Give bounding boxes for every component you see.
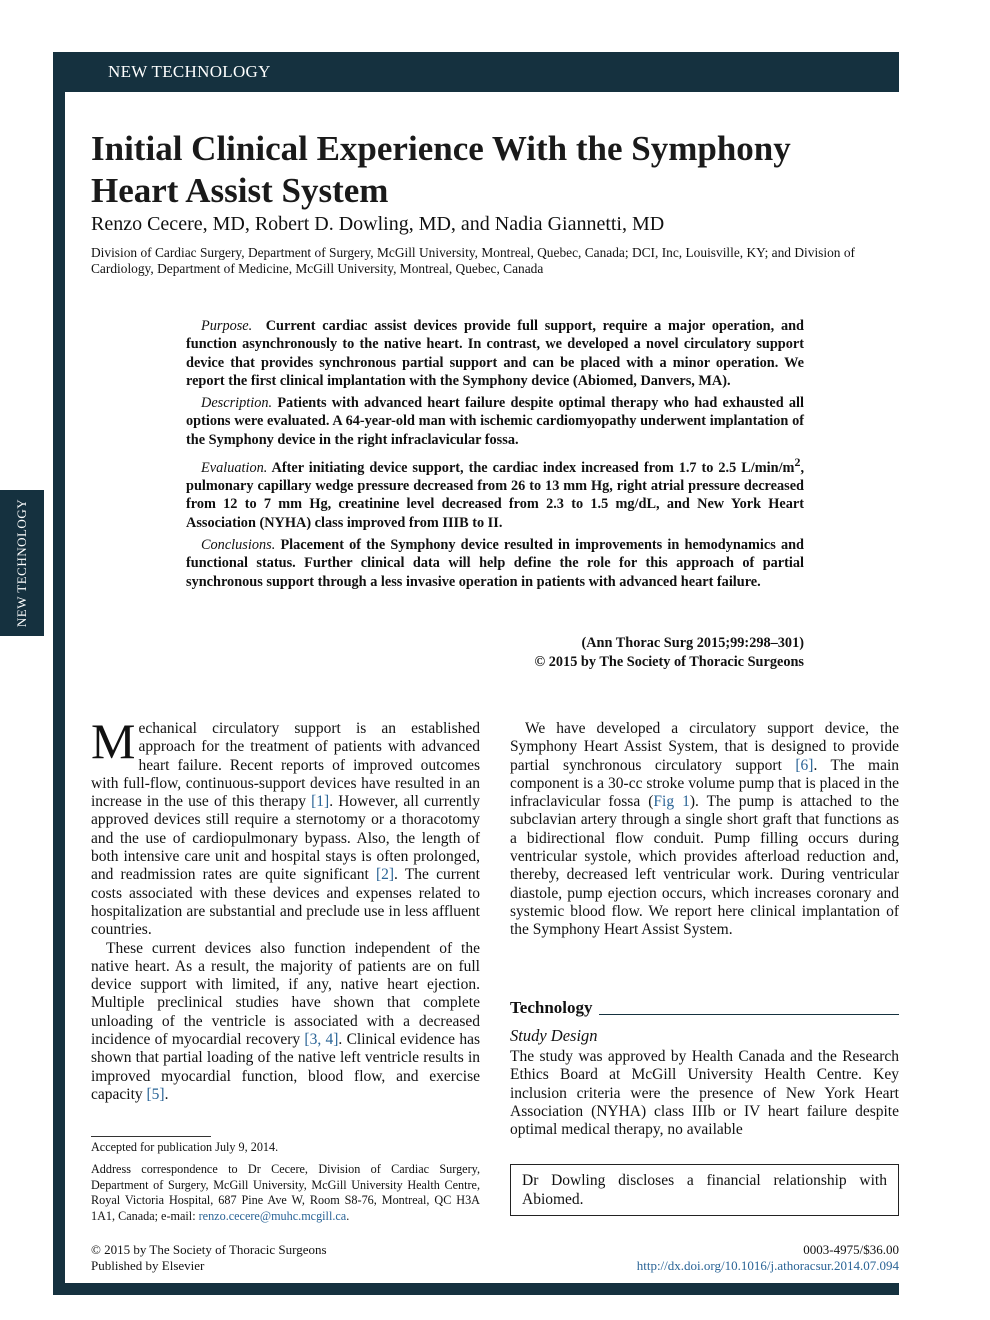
section-label: NEW TECHNOLOGY [108,62,271,81]
footer-publisher: Published by Elsevier [91,1257,205,1273]
correspondence-note [91,1162,480,1224]
evaluation-superscript: 2 [794,455,801,470]
abstract-evaluation [186,453,804,532]
description-text: Patients with advanced heart failure despite optimal therapy who had exhausted all options were evaluated. A 64-year-old man with ischemic cardiomyopathy underwent implantation of the Symphony device in the right infraclavicular fossa. [186,395,804,448]
body-text: . The main component is a 30-cc stroke volume pump that is placed in the infraclavicular fossa ( [510,756,900,811]
subsection-heading: Study Design [510,1026,598,1045]
footer-copyright: © 2015 by The Society of Thoracic Surgeons [91,1242,327,1257]
reference-link[interactable]: [1] [311,793,330,811]
body-text: . However, all currently approved devices still require a sternotomy or a thoracotomy and the use of cardiopulmonary bypass. Also, the length of both intensive care unit and hospital stays is often prolonged, and readmission rates are quite significant [91,793,480,884]
footer-right [637,1242,899,1273]
evaluation-text-1: After initiating device support, the cardiac index increased from 1.7 to 2.5 L/min/m [271,459,795,476]
abstract-purpose [186,317,804,390]
author-list: Renzo Cecere, MD, Robert D. Dowling, MD, and Nadia Giannetti, MD [91,213,665,235]
section-heading: Technology [510,998,599,1017]
abstract-conclusions [186,536,804,591]
citation-block [186,634,804,671]
reference-link[interactable]: [6] [795,756,814,774]
purpose-label: Purpose. [201,318,253,334]
citation-copyright: © 2015 by The Society of Thoracic Surgeons [534,653,804,670]
accepted-note: Accepted for publication July 9, 2014. [91,1140,279,1154]
correspondence-end: . [346,1208,350,1223]
footer-issn: 0003-4975/$36.00 [803,1242,899,1257]
body-text: . Clinical evidence has shown that partial loading of the native left ventricle results in improved myocardial function, blood flow, and exercise capacity [91,1031,480,1103]
body-column-right-continued [510,1048,899,1139]
body-text: ). The pump is attached to the subclavian artery through a single short graft that functions as a bidirectional flow conduit. Pump filling occurs during ventricular systole, which provides afterload reduction and, thereby, decreased left ventricular work. During ventricular diastole, pump ejection occurs, which increases coronary and systemic blood flow. We report here clinical implantation of the Symphony Heart Assist System. [510,793,899,939]
body-paragraph [91,713,480,940]
conclusions-label: Conclusions. [201,537,276,554]
footnote-rule [91,1136,211,1137]
body-paragraph: The study was approved by Health Canada and the Research Ethics Board at McGill University Health Centre. Key inclusion criteria were the presence of New York Heart Association (NYHA) class IIIb or IV heart failure despite optimal medical therapy, no available [510,1048,899,1139]
side-tab [0,490,44,636]
description-label: Description. [201,395,273,412]
abstract-description [186,394,804,449]
body-text: These current devices also function independent of the native heart. As a result, the majority of patients are on full device support with limited, if any, native heart ejection. Multiple preclinical studies have shown that complete unloading of the ventricle is associated with a decreased incidence of myocardial recovery [91,939,480,1049]
body-paragraph [510,720,899,940]
correspondence-text: Address correspondence to Dr Cecere, Division of Cardiac Surgery, Department of Surgery, McGill University, McGill University Health Centre, Royal Victoria Hospital, 687 Pine Ave W, Room S8-76, Montreal, QC H3A 1A1, Canada; e-mail: [91,1162,480,1223]
doi-link[interactable]: http://dx.doi.org/10.1016/j.athoracsur.2014.07.094 [636,1257,899,1273]
section-banner [53,52,899,92]
figure-link[interactable]: Fig 1 [653,793,690,811]
disclosure-box: Dr Dowling discloses a financial relationship with Abiomed. [510,1164,899,1216]
body-text: echanical circulatory support is an established approach for the treatment of patients with advanced heart failure. Recent reports of improved outcomes with full-flow, continuous-support devices have resulted in an increase in the use of this therapy [91,720,480,811]
conclusions-text: Placement of the Symphony device resulted in improvements in hemodynamics and functional status. Further clinical data will help define the role for this approach of partial synchronous support through a less invasive operation in patients with advanced heart failure. [186,537,804,590]
evaluation-text-2: , pulmonary capillary wedge pressure decreased from 26 to 13 mm Hg, right atrial pressure decreased from 12 to 7 mm Hg, creatinine level decreased from 2.3 to 1.5 mg/dL, and New York Heart Association (NYHA) class improved from IIIB to II. [186,459,805,531]
bottom-frame-bar [53,1283,899,1295]
body-column-right [510,720,899,940]
body-text: . The current costs associated with these devices and expenses related to hospitalization are substantial and preclude use in less affluent countries. [91,866,480,939]
email-link[interactable]: renzo.cecere@muhc.mcgill.ca [198,1208,347,1223]
drop-cap: M [91,713,136,769]
article-title: Initial Clinical Experience With the Symphony Heart Assist System [91,129,791,210]
footer-left [91,1242,327,1273]
body-text: We have developed a circulatory support device, the Symphony Heart Assist System, that is designed to provide partial synchronous circulatory support [510,720,899,774]
body-column-left [91,713,480,1104]
purpose-text: Current cardiac assist devices provide full support, require a major operation, and function asynchronously to the native heart. In contrast, we developed a novel circulatory support device that provides synchronous partial support and can be placed with a minor operation. We report the first clinical implantation with the Symphony device (Abiomed, Danvers, MA). [186,318,804,389]
body-text: . [164,1085,169,1103]
journal-citation: (Ann Thorac Surg 2015;99:298–301) [581,635,804,651]
evaluation-label: Evaluation. [201,459,268,476]
body-paragraph [91,940,480,1105]
reference-link[interactable]: [5] [146,1085,165,1103]
affiliations: Division of Cardiac Surgery, Department of Surgery, McGill University, Montreal, Quebec, Canada; DCI, Inc, Louisville, KY; and Division of Cardiology, Department of Medicine, McGill University, Montreal, Quebec, Canada [91,245,855,276]
abstract [186,317,804,595]
left-frame-bar [53,52,65,1295]
reference-link[interactable]: [2] [375,866,395,884]
side-tab-label: NEW TECHNOLOGY [14,498,29,628]
section-heading-row [510,998,899,1020]
reference-link[interactable]: [3, 4] [304,1031,339,1049]
